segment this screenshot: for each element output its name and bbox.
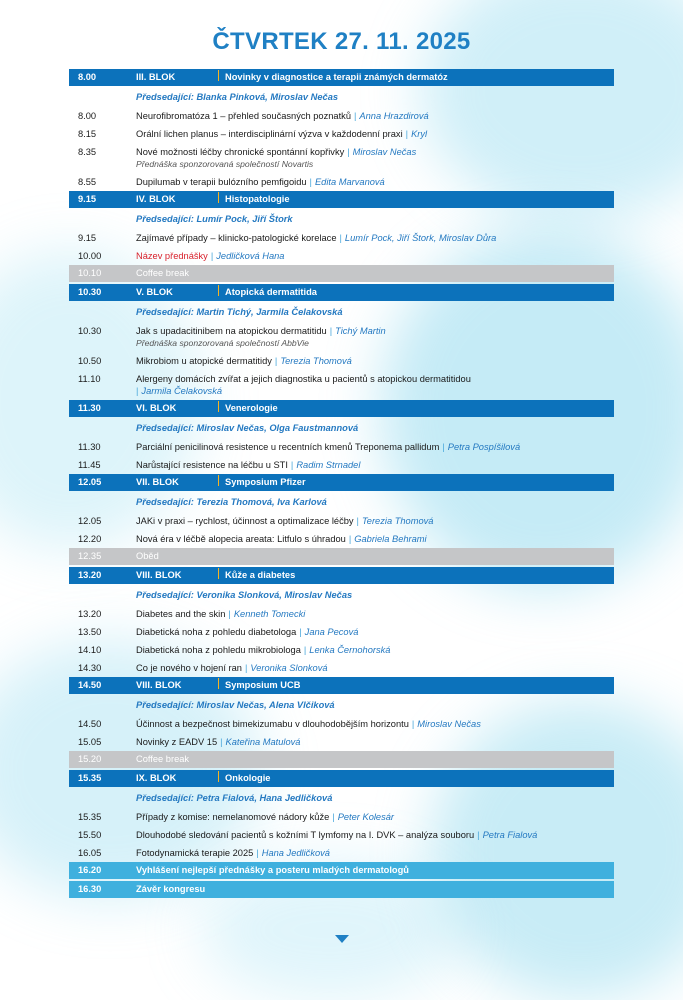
sponsor-note: Přednáška sponzorovaná společností AbbVie [136,338,309,348]
talk-time: 13.50 [78,627,102,637]
chairs-text: Předsedající: Veronika Slonková, Miroslav Nečas [136,590,353,600]
talk-speaker: Kateřina Matulová [225,737,301,747]
chairs-text: Předsedající: Martin Tichý, Jarmila Čelakovská [136,307,343,317]
talk-speaker: Gabriela Behrami [354,534,427,544]
block-title: Symposium Pfizer [225,477,306,487]
block-time: 13.20 [78,570,102,580]
talk-title: Novinky z EADV 15 [136,737,218,747]
break-time: 15.20 [78,754,102,764]
talk-time: 13.20 [78,609,102,619]
talk-title: Diabetická noha z pohledu mikrobiologa [136,645,301,655]
talk-content [136,662,614,674]
block-header [69,770,614,787]
divider [218,771,219,782]
talk-time: 15.35 [78,812,102,822]
separator: | [332,812,335,822]
block-title: Histopatologie [225,194,290,204]
talk-row [69,623,614,641]
block-content [136,567,614,584]
separator: | [299,627,302,637]
talk-time: 10.50 [78,356,102,366]
block-content [136,677,614,694]
block-name: VII. BLOK [136,477,179,487]
talk-time: 11.45 [78,460,101,470]
talk-speaker: Jedličková Hana [216,251,285,261]
talk-speaker: Petra Pospíšilová [447,442,521,452]
talk-content [136,373,614,397]
block-time: 9.15 [78,194,97,204]
talk-content [136,811,614,823]
talk-content [136,232,614,244]
break-title: Oběd [136,551,159,561]
talk-speaker: Edita Marvanová [314,177,385,187]
talk-content [136,146,614,170]
chairs-row [69,210,614,229]
block-content [136,284,614,301]
final-row [69,862,614,879]
talk-content [136,128,614,140]
divider [218,285,219,296]
block-content [136,400,614,417]
talk-row [69,322,614,352]
talk-time: 8.00 [78,111,97,121]
block-name: IV. BLOK [136,194,176,204]
talk-content [136,608,614,620]
talk-row [69,352,614,370]
talk-speaker: Hana Jedličková [261,848,330,858]
talk-speaker: Miroslav Nečas [417,719,481,729]
chairs-text: Předsedající: Miroslav Nečas, Olga Faustmannová [136,423,359,433]
separator: | [354,111,357,121]
talk-row [69,715,614,733]
chairs-row [69,493,614,512]
block-time: 8.00 [78,72,97,82]
talk-row [69,733,614,751]
talk-time: 8.35 [78,147,97,157]
talk-speaker: Terezia Thomová [361,516,434,526]
block-content [136,69,614,86]
talk-title: Orální lichen planus – interdisciplinární výzva v každodenní praxi [136,129,403,139]
block-title: Symposium UCB [225,680,301,690]
chairs-text: Předsedající: Terezia Thomová, Iva Karlová [136,497,327,507]
talk-content [136,459,614,471]
chairs-row [69,789,614,808]
talk-content [136,644,614,656]
chairs-row [69,696,614,715]
talk-content [136,250,614,262]
divider [218,678,219,689]
separator: | [220,737,223,747]
separator: | [329,326,333,336]
separator: | [309,177,312,187]
block-header [69,400,614,417]
final-time: 16.20 [78,865,102,875]
talk-title: Účinnost a bezpečnost bimekizumabu v dlouhodobějším horizontu [136,719,409,729]
block-content [136,474,614,491]
divider [218,568,219,579]
talk-row [69,107,614,125]
talk-content [136,829,614,841]
break-row [69,265,614,282]
talk-time: 14.30 [78,663,102,673]
chairs-row [69,88,614,107]
talk-title: Narůstající resistence na léčbu u STI [136,460,288,470]
page-title: ČTVRTEK 27. 11. 2025 [212,28,471,55]
talk-speaker: Petra Fialová [482,830,538,840]
talk-title: Co je nového v hojení ran [136,663,242,673]
chairs-text: Předsedající: Miroslav Nečas, Alena Vlčiková [136,700,335,710]
separator: | [442,442,445,452]
block-time: 10.30 [78,287,102,297]
talk-time: 16.05 [78,848,102,858]
separator: | [405,129,409,139]
chairs-text: Předsedající: Petra Fialová, Hana Jedličková [136,793,333,803]
talk-row [69,456,614,474]
separator: | [347,147,350,157]
talk-content [136,718,614,730]
block-header [69,69,614,86]
block-name: V. BLOK [136,287,173,297]
talk-row [69,229,614,247]
block-title: Atopická dermatitida [225,287,317,297]
separator: | [210,251,214,261]
talk-speaker: Terezia Thomová [280,356,352,366]
talk-title: Název přednášky [136,251,208,261]
talk-row [69,844,614,862]
final-title: Závěr kongresu [136,884,206,894]
separator: | [477,830,480,840]
separator: | [136,386,139,396]
separator: | [356,516,359,526]
block-name: VIII. BLOK [136,680,182,690]
talk-title: Případy z komise: nemelanomové nádory kůže [136,812,330,822]
block-time: 15.35 [78,773,102,783]
talk-title: Fotodynamická terapie 2025 [136,848,254,858]
talk-content [136,626,614,638]
talk-row [69,808,614,826]
talk-title: Nové možnosti léčby chronické spontánní kopřivky [136,147,345,157]
talk-speaker: Anna Hrazdirová [359,111,429,121]
talk-row [69,530,614,548]
talk-speaker: Jana Pecová [304,627,359,637]
block-time: 11.30 [78,403,101,413]
talk-time: 15.05 [78,737,102,747]
chairs-row [69,586,614,605]
talk-content [136,441,614,453]
separator: | [274,356,278,366]
talk-time: 12.05 [78,516,102,526]
talk-speaker: Lenka Černohorská [309,645,391,655]
block-title: Venerologie [225,403,278,413]
talk-row [69,641,614,659]
break-time: 10.10 [78,268,102,278]
talk-row [69,247,614,265]
block-name: IX. BLOK [136,773,177,783]
talk-row [69,826,614,844]
sponsor-note: Přednáška sponzorovaná společností Novartis [136,159,314,169]
talk-row [69,143,614,173]
block-header [69,677,614,694]
divider [218,70,219,81]
talk-speaker: Peter Kolesár [337,812,395,822]
talk-title: Neurofibromatóza 1 – přehled současných poznatků [136,111,351,121]
talk-speaker: Tichý Martin [335,326,386,336]
break-title: Coffee break [136,754,190,764]
separator: | [411,719,415,729]
talk-title: Diabetická noha z pohledu diabetologa [136,627,297,637]
talk-content [136,110,614,122]
block-time: 14.50 [78,680,102,690]
separator: | [290,460,294,470]
talk-time: 12.20 [78,534,102,544]
talk-speaker: Veronika Slonková [250,663,328,673]
talk-time: 14.10 [78,645,102,655]
talk-speaker: Kenneth Tomecki [233,609,306,619]
separator: | [228,609,231,619]
talk-title: Zajímavé případy – klinicko-patologické korelace [136,233,337,243]
break-row [69,751,614,768]
separator: | [303,645,307,655]
talk-title: JAKi v praxi – rychlost, účinnost a optimalizace léčby [136,516,354,526]
chairs-row [69,303,614,322]
talk-speaker: Miroslav Nečas [352,147,417,157]
block-name: III. BLOK [136,72,176,82]
chairs-text: Předsedající: Lumír Pock, Jiří Štork [136,214,293,224]
talk-row [69,125,614,143]
talk-row [69,173,614,191]
talk-time: 11.30 [78,442,101,452]
talk-title: Dupilumab v terapii bulózního pemfigoidu [136,177,307,187]
talk-time: 8.55 [78,177,97,187]
block-header [69,284,614,301]
break-time: 12.35 [78,551,102,561]
block-name: VIII. BLOK [136,570,182,580]
talk-content [136,325,614,349]
talk-content [136,736,614,748]
chairs-text: Předsedající: Blanka Pinková, Miroslav Nečas [136,92,339,102]
talk-title: Jak s upadacitinibem na atopickou dermatitidu [136,326,327,336]
block-header [69,567,614,584]
talk-time: 10.30 [78,326,102,336]
block-name: VI. BLOK [136,403,177,413]
talk-time: 11.10 [78,374,101,384]
divider [218,192,219,203]
block-title: Novinky v diagnostice a terapii známých dermatóz [225,72,448,82]
talk-row [69,512,614,530]
talk-title: Alergeny domácích zvířat a jejich diagnostika u pacientů s atopickou dermatitidou [136,374,471,384]
block-title: Kůže a diabetes [225,570,296,580]
talk-title: Mikrobiom u atopické dermatitidy [136,356,272,366]
talk-speaker: Jarmila Čelakovská [141,386,223,396]
divider [218,475,219,486]
talk-title: Nová éra v léčbě alopecia areata: Litfulo s úhradou [136,534,346,544]
separator: | [348,534,352,544]
final-title: Vyhlášení nejlepší přednášky a posteru mladých dermatologů [136,865,409,875]
talk-content [136,355,614,367]
block-time: 12.05 [78,477,102,487]
talk-time: 8.15 [78,129,97,139]
talk-title: Dlouhodobé sledování pacientů s kožními T lymfomy na I. DVK – analýza souboru [136,830,475,840]
talk-speaker: Lumír Pock, Jiří Štork, Miroslav Důra [344,233,497,243]
block-content [136,191,614,208]
talk-content [136,515,614,527]
talk-row [69,370,614,400]
talk-speaker: Radim Strnadel [296,460,361,470]
final-time: 16.30 [78,884,102,894]
separator: | [244,663,248,673]
chairs-row [69,419,614,438]
separator: | [256,848,259,858]
break-title: Coffee break [136,268,190,278]
talk-time: 14.50 [78,719,102,729]
separator: | [339,233,342,243]
block-header [69,191,614,208]
talk-content [136,847,614,859]
talk-speaker: Kryl [411,129,428,139]
block-header [69,474,614,491]
talk-title: Parciální penicilinová resistence u recentních kmenů Treponema pallidum [136,442,440,452]
final-row [69,881,614,898]
break-row [69,548,614,565]
talk-row [69,438,614,456]
talk-time: 15.50 [78,830,102,840]
talk-title: Diabetes and the skin [136,609,226,619]
block-title: Onkologie [225,773,271,783]
down-arrow-icon[interactable] [335,935,349,943]
talk-time: 10.00 [78,251,102,261]
talk-time: 9.15 [78,233,97,243]
talk-row [69,659,614,677]
divider [218,401,219,412]
talk-content [136,533,614,545]
talk-content [136,176,614,188]
block-content [136,770,614,787]
talk-row [69,605,614,623]
schedule [69,69,614,900]
